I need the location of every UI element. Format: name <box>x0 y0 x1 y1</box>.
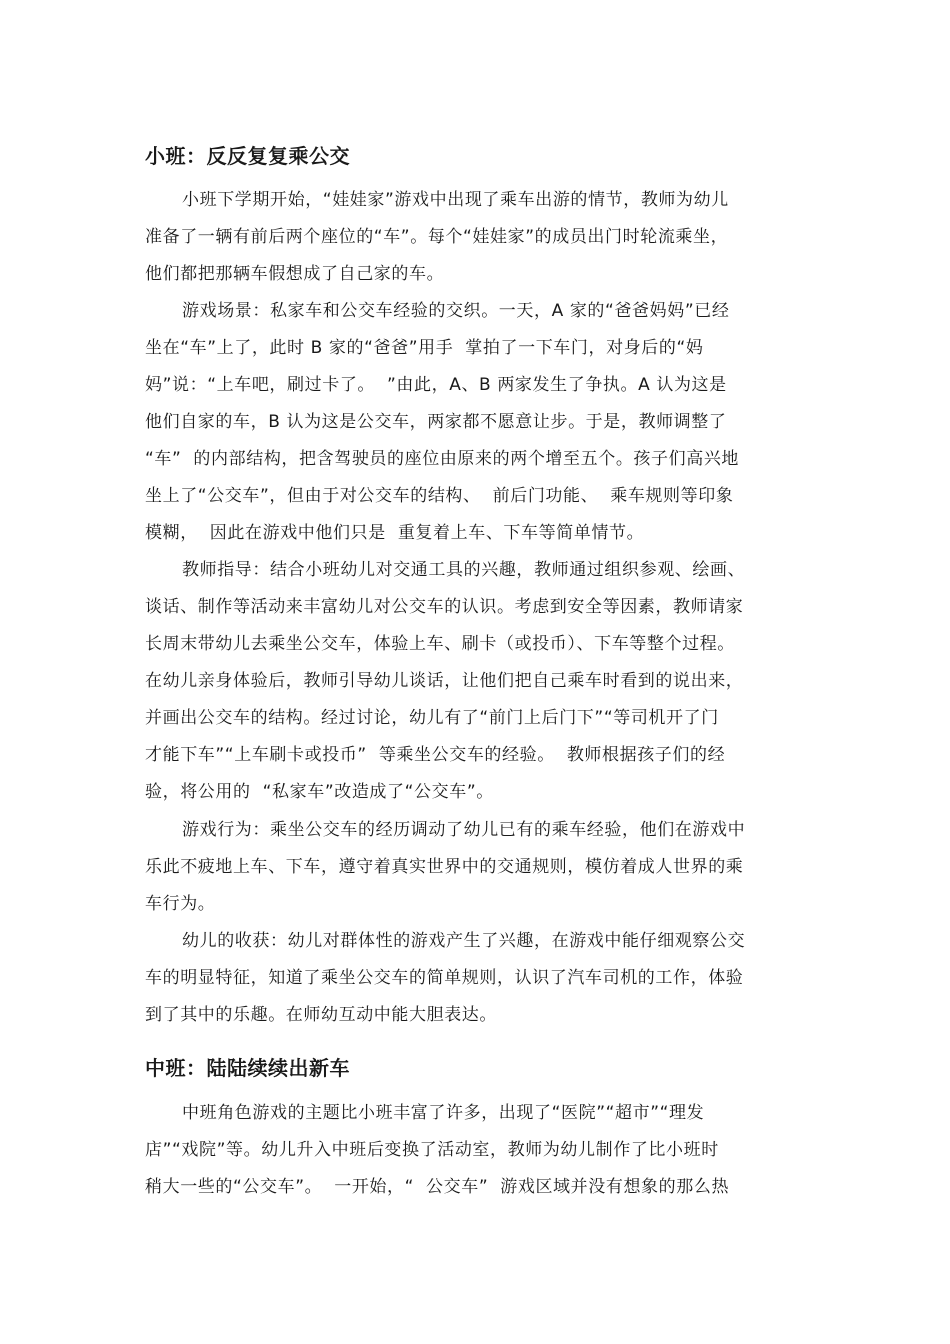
paragraph-line: 妈”说：“上车吧，刷过卡了。 ”由此，A、B 两家发生了争执。A 认为这是 <box>145 375 727 395</box>
paragraph-line: 店”“戏院”等。幼儿升入中班后变换了活动室，教师为幼儿制作了比小班时 <box>145 1140 719 1160</box>
paragraph-line: 游戏场景：私家车和公交车经验的交织。一天，A 家的“爸爸妈妈”已经 <box>182 301 730 321</box>
paragraph-line: 游戏行为：乘坐公交车的经历调动了幼儿已有的乘车经验，他们在游戏中 <box>182 820 746 840</box>
paragraph-line: 并画出公交车的结构。经过讨论，幼儿有了“前门上后门下”“等司机开了门 <box>145 708 719 728</box>
paragraph-line: 他们自家的车，B 认为这是公交车，两家都不愿意让步。于是，教师调整了 <box>145 412 727 432</box>
paragraph-line: 在幼儿亲身体验后，教师引导幼儿谈话，让他们把自己乘车时看到的说出来， <box>145 671 744 691</box>
paragraph-line: 模糊， 因此在游戏中他们只是 重复着上车、下车等简单情节。 <box>145 523 645 543</box>
paragraph-line: 乐此不疲地上车、下车，遵守着真实世界中的交通规则，模仿着成人世界的乘 <box>145 857 744 877</box>
paragraph-line: 准备了一辆有前后两个座位的“车”。每个“娃娃家”的成员出门时轮流乘坐， <box>145 227 729 247</box>
paragraph-line: 小班下学期开始，“娃娃家”游戏中出现了乘车出游的情节，教师为幼儿 <box>182 190 729 210</box>
paragraph-line: 谈话、制作等活动来丰富幼儿对公交车的认识。考虑到安全等因素，教师请家 <box>145 597 744 617</box>
paragraph-line: 到了其中的乐趣。在师幼互动中能大胆表达。 <box>145 1005 497 1025</box>
paragraph-line: 他们都把那辆车假想成了自己家的车。 <box>145 264 445 284</box>
paragraph-line: 车的明显特征，知道了乘坐公交车的简单规则，认识了汽车司机的工作，体验 <box>145 968 744 988</box>
section-heading-middle-class: 中班：陆陆续续出新车 <box>145 1056 350 1080</box>
paragraph-line: 坐上了“公交车”，但由于对公交车的结构、 前后门功能、 乘车规则等印象 <box>145 486 734 506</box>
paragraph-line: 幼儿的收获：幼儿对群体性的游戏产生了兴趣，在游戏中能仔细观察公交 <box>182 931 746 951</box>
paragraph-line: 长周末带幼儿去乘坐公交车，体验上车、刷卡（或投币）、下车等整个过程。 <box>145 634 735 654</box>
paragraph-line: 教师指导：结合小班幼儿对交通工具的兴趣，教师通过组织参观、绘画、 <box>182 560 746 580</box>
paragraph-line: 验，将公用的 “私家车”改造成了“公交车”。 <box>145 782 494 802</box>
paragraph-line: 中班角色游戏的主题比小班丰富了许多，出现了“医院”“超市”“理发 <box>182 1103 705 1123</box>
paragraph-line: “车” 的内部结构，把含驾驶员的座位由原来的两个增至五个。孩子们高兴地 <box>145 449 740 469</box>
paragraph-line: 才能下车”“上车刷卡或投币” 等乘坐公交车的经验。 教师根据孩子们的经 <box>145 745 726 765</box>
paragraph-line: 稍大一些的“公交车”。 一开始，“ 公交车” 游戏区域并没有想象的那么热 <box>145 1177 730 1197</box>
paragraph-line: 车行为。 <box>145 894 216 914</box>
section-heading-small-class: 小班：反反复复乘公交 <box>145 144 350 168</box>
paragraph-line: 坐在“车”上了，此时 B 家的“爸爸”用手 掌拍了一下车门，对身后的“妈 <box>145 338 704 358</box>
